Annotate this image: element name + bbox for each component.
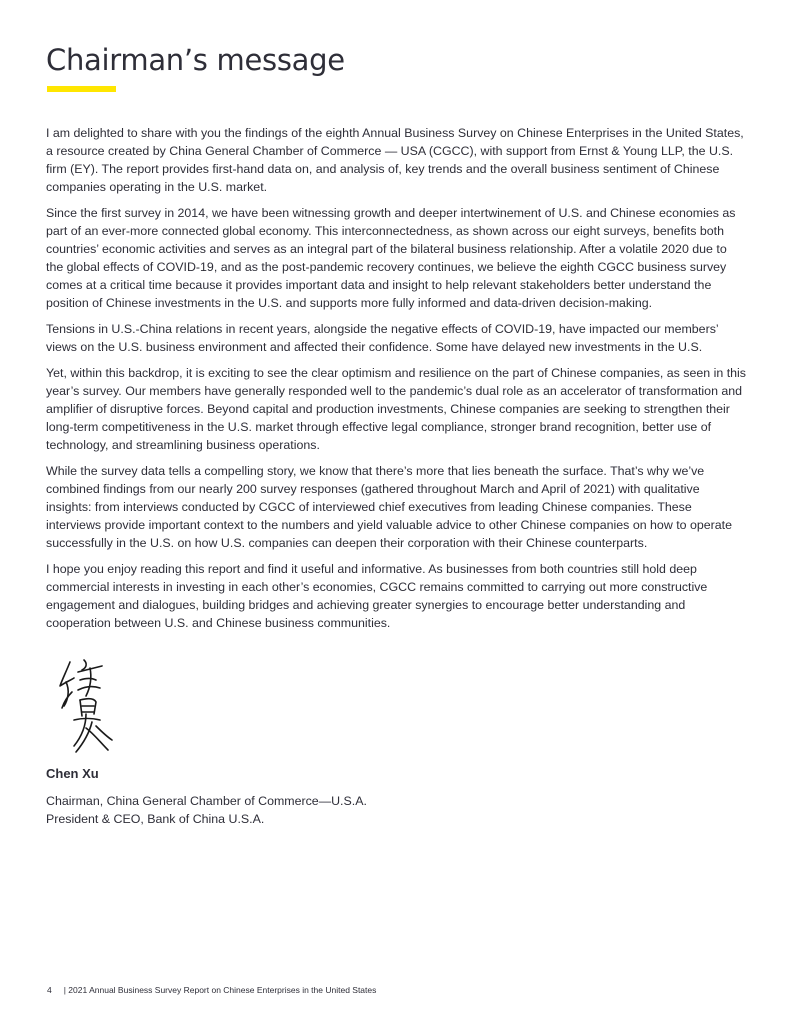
signer-title-line-1: Chairman, China General Chamber of Commerce—U.S.A. [46, 794, 367, 808]
paragraph-2: Since the first survey in 2014, we have been witnessing growth and deeper intertwinement of U.S. and Chinese economies as part of an ever-more connected global economy. This interconnectedness, as shown across our eight surveys, benefits both countries’ economic activities and serves as an integral part of the bilateral business relationship. After a volatile 2020 due to the global effects of COVID-19, and as the post-pandemic recovery continues, we believe the eighth CGCC business survey comes at a critical time because it provides important data and insight to help relevant stakeholders better understand the position of Chinese investments in the U.S. and supports more fully informed and data-driven decision-making. [46, 206, 736, 310]
paragraph-6: I hope you enjoy reading this report and find it useful and informative. As businesses from both countries still hold deep commercial interests in investing in each other’s economies, CGCC remains committed to carrying out more constructive engagement and dialogues, building bridges and achieving greater synergies to encourage better understanding and cooperation between U.S. and Chinese business communities. [46, 562, 708, 630]
signer-title-line-2: President & CEO, Bank of China U.S.A. [46, 812, 265, 826]
signature-image [56, 656, 118, 756]
signer-name: Chen Xu [46, 766, 99, 781]
page-footer [47, 985, 376, 995]
paragraph-5: While the survey data tells a compelling story, we know that there’s more that lies beneath the surface. That’s why we’ve combined findings from our nearly 200 survey responses (gathered throughout March and April of 2021) with qualitative insights: from interviews conducted by CGCC of interviewed chief executives from leading Chinese companies. These interviews provide important context to the numbers and yield valuable advice to other Chinese companies on how to operate successfully in the U.S. on how U.S. companies can deepen their corporation with their Chinese counterparts. [46, 464, 733, 550]
paragraph-4: Yet, within this backdrop, it is exciting to see the clear optimism and resilience on the part of Chinese companies, as seen in this year’s survey. Our members have generally responded well to the pandemic’s dual role as an accelerator of transformation and amplifier of disruptive forces. Beyond capital and production investments, Chinese companies are seeking to strengthen their long-term competitiveness in the U.S. market through effective legal compliance, stronger brand recognition, better use of technology, and streamlining business operations. [46, 366, 746, 452]
page-number: 4 [47, 985, 52, 995]
footer-report-title: | 2021 Annual Business Survey Report on Chinese Enterprises in the United States [63, 985, 377, 995]
signer-titles [46, 792, 367, 828]
page-title: Chairman’s message [46, 43, 345, 77]
paragraph-3: Tensions in U.S.-China relations in recent years, alongside the negative effects of COVID-19, have impacted our members’ views on the U.S. business environment and affected their confidence. Some have delayed new investments in the U.S. [46, 322, 719, 354]
paragraph-1: I am delighted to share with you the findings of the eighth Annual Business Survey on Chinese Enterprises in the United States, a resource created by China General Chamber of Commerce — USA (CGCC), with support from Ernst & Young LLP, the U.S. firm (EY). The report provides first-hand data on, and analysis of, key trends and the overall business sentiment of Chinese companies operating in the U.S. market. [46, 126, 744, 194]
title-accent-bar [47, 86, 116, 92]
message-body [46, 124, 746, 640]
